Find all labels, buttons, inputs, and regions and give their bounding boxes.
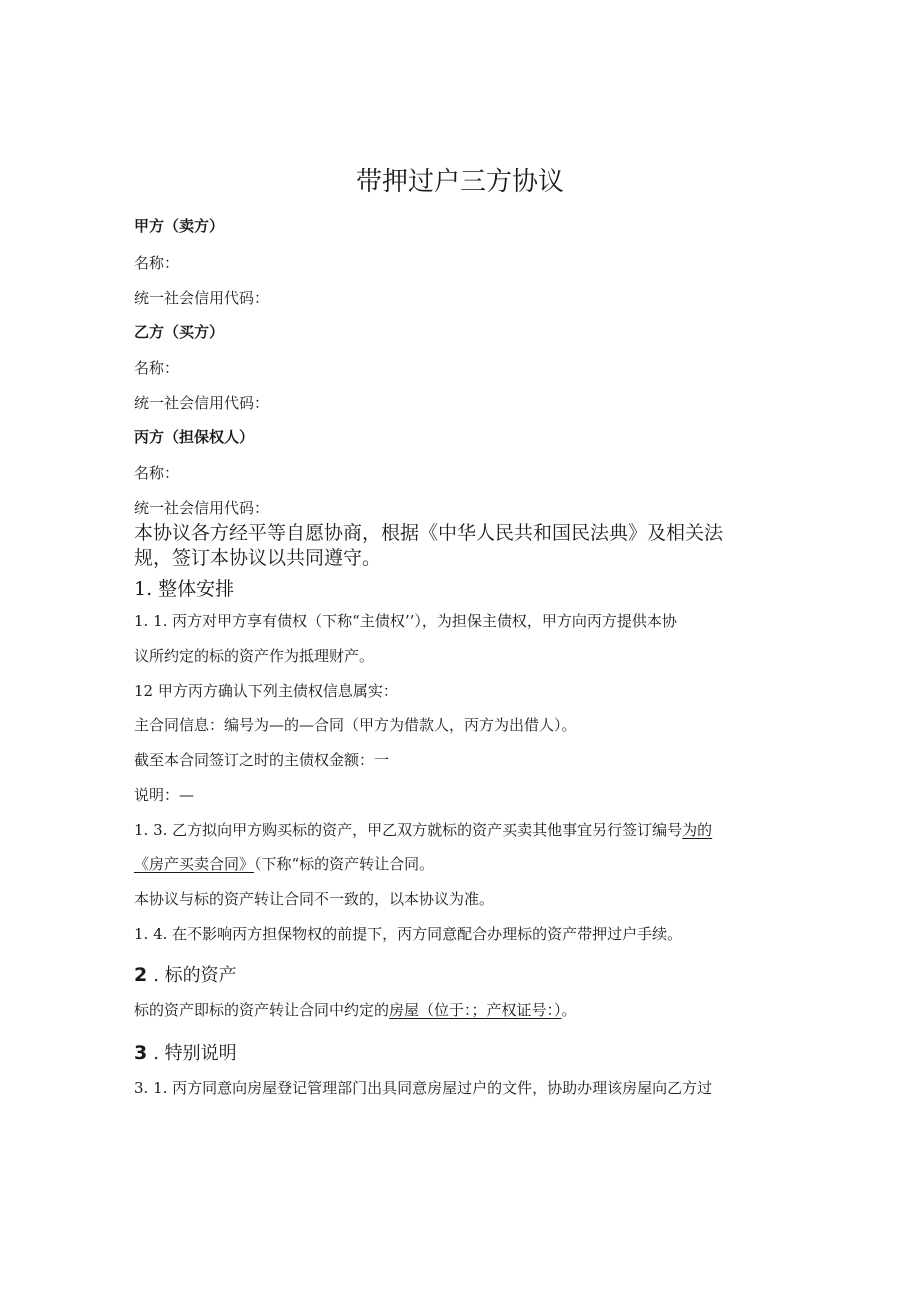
party-c-name-label: 名称： [134, 464, 180, 482]
clause-1-4: 1. 4. 在不影响丙方担保物权的前提下，丙方同意配合办理标的资产带押过户手续。 [134, 925, 683, 943]
clause-1-3-line-2 [134, 854, 434, 874]
clause-1-1-line-1: 1. 1. 丙方对甲方享有债权（下称“主债权’’），为担保主债权，甲方向丙方提供本协 [134, 612, 677, 630]
party-b-name-label: 名称： [134, 359, 180, 377]
party-b-code-label: 统一社会信用代码： [134, 394, 270, 412]
section-3-number: 3 [134, 1042, 148, 1064]
section-1-heading: 1. 整体安排 [134, 578, 235, 600]
document-title: 带押过户三方协议 [355, 167, 564, 197]
preamble-line-1: 本协议各方经平等自愿协商，根据《中华人民共和国民法典》及相关法 [134, 522, 724, 544]
party-b-heading: 乙方（买方） [134, 323, 225, 341]
precedence-clause: 本协议与标的资产转让合同不一致的，以本协议为准。 [134, 890, 495, 908]
property-info: 房屋（位于：；产权证号：） [389, 1001, 562, 1019]
clause-1-3-line-1 [134, 820, 712, 840]
sale-contract-name: 《房产买卖合同》 [134, 855, 255, 873]
party-c-code-label: 统一社会信用代码： [134, 499, 270, 517]
party-a-code-label: 统一社会信用代码： [134, 289, 270, 307]
clause-1-3-text: 1. 3. 乙方拟向甲方购买标的资产，甲乙双方就标的资产买卖其他事宜另行签订编号 [134, 821, 683, 839]
section-2-heading [134, 963, 237, 988]
note-line: 说明：— [134, 786, 195, 804]
principal-amount: 截至本合同签订之时的主债权金额：一 [134, 751, 390, 769]
section-2-text-pre: 标的资产即标的资产转让合同中约定的 [134, 1001, 390, 1019]
section-3-heading [134, 1041, 237, 1066]
clause-1-3-tail: （下称“标的资产转让合同。 [254, 855, 435, 873]
clause-1-3-underlined: 为的 [682, 821, 713, 839]
section-3-title: . 特别说明 [153, 1043, 237, 1064]
party-a-name-label: 名称： [134, 254, 180, 272]
party-a-heading: 甲方（卖方） [134, 217, 225, 235]
preamble-line-2: 规，签订本协议以共同遵守。 [134, 547, 382, 569]
section-2-title: . 标的资产 [153, 965, 237, 986]
clause-1-2: 12 甲方丙方确认下列主债权信息属实： [134, 682, 398, 700]
main-contract-info: 主合同信息：编号为—的—合同（甲方为借款人，丙方为出借人）。 [134, 716, 577, 734]
section-2-number: 2 [134, 964, 148, 986]
party-c-heading: 丙方（担保权人） [134, 428, 255, 446]
clause-1-1-line-2: 议所约定的标的资产作为抵理财产。 [134, 647, 375, 665]
section-2-text-post: 。 [561, 1001, 577, 1019]
section-2-text [134, 1000, 577, 1020]
clause-3-1: 3. 1. 丙方同意向房屋登记管理部门出具同意房屋过户的文件，协助办理该房屋向乙方过 [134, 1079, 713, 1097]
